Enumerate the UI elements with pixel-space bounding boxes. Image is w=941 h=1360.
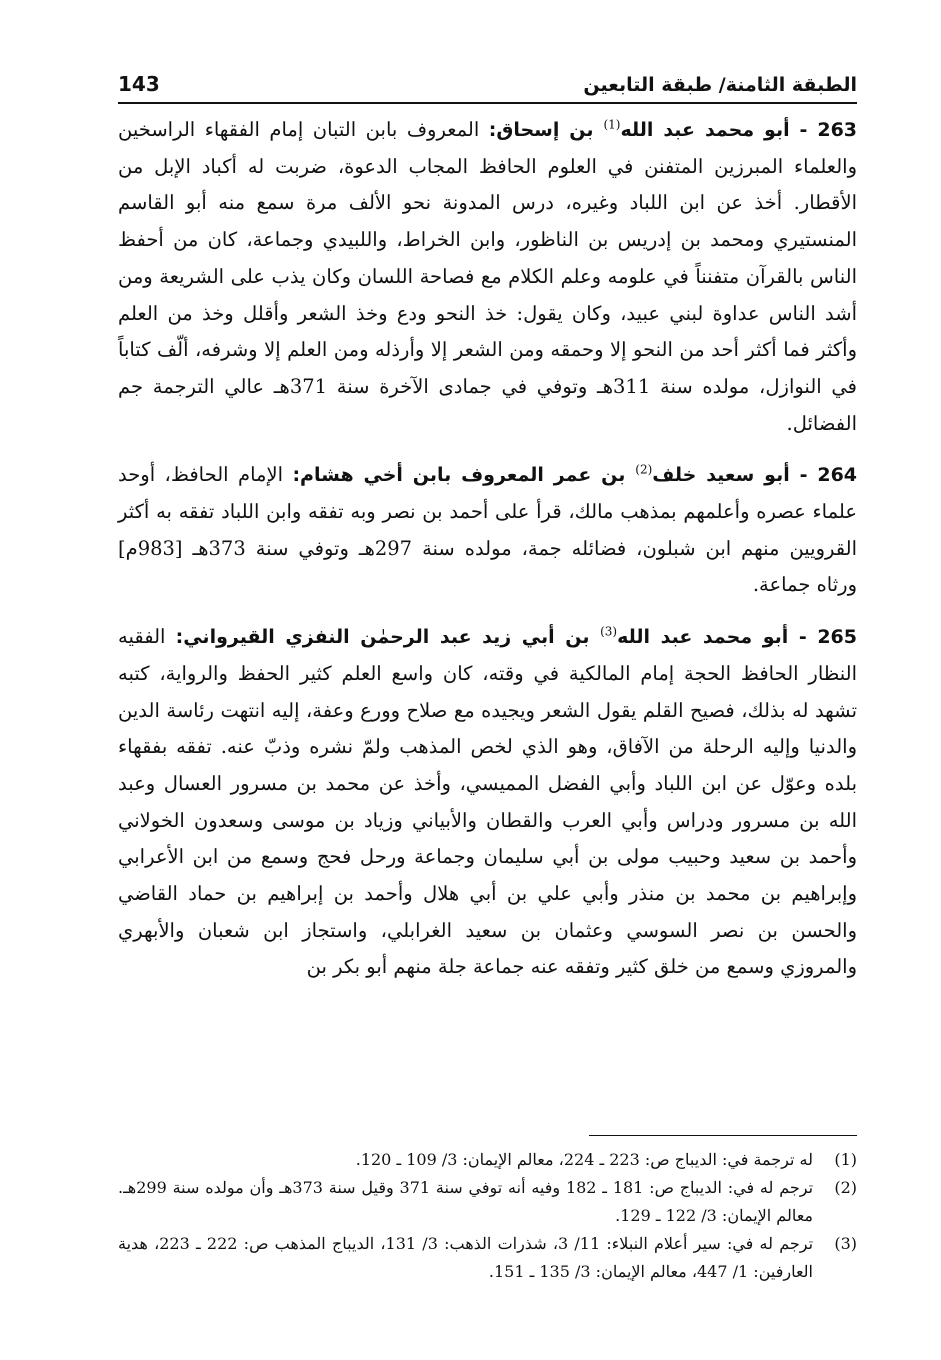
footnotes [118, 1146, 857, 1286]
footnote-marker[interactable]: (3) [600, 624, 618, 639]
page-number: 143 [118, 72, 160, 96]
entry-text: الفقيه النظار الحافظ الحجة إمام المالكية في وقته، كان واسع العلم كثير الحفظ والرواية، كتبه تشهد له بذلك، فصيح القلم يقول الشعر ويجيده مع صلاح وورع وعفة، إليه انتهت رئاسة الدين والدنيا وإليه الرحلة من الآفاق، وهو الذي لخص المذهب ولمّ نشره وذبّ عنه. تفقه بفقهاء بلده وعوّل عن ابن اللباد وأبي الفضل المميسي، وأخذ عن محمد بن مسرور العسال وعبد الله بن مسرور ودراس وأبي العرب والقطان والأبياني وزياد بن موسى وسعدون الخولاني وأحمد بن سعيد وحبيب مولى بن أبي سليمان وجماعة ورحل فحج وسمع من ابن الأعرابي وإبراهيم بن محمد بن منذر وأبي علي بن أبي هلال وأحمد بن إبراهيم بن حماد القاضي والحسن بن نصر السوسي وعثمان بن سعيد الغرابلي، واستجاز ابن شعبان والأبهري والمروزي وسمع من خلق كثير وتفقه عنه جماعة جلة منهم أبو بكر بن [118, 625, 857, 979]
footnote-number: (3) [834, 1234, 857, 1253]
footnote-1 [118, 1146, 857, 1174]
entry-title-rest: بن أبي زيد عبد الرحمٰن النفزي القيرواني: [175, 626, 601, 649]
entry-title: 263 - أبو محمد عبد الله [620, 119, 858, 141]
biography-entry-264 [118, 457, 857, 604]
entry-title-rest: بن عمر المعروف بابن أخي هشام: [292, 464, 636, 487]
biography-entry-265 [118, 619, 857, 986]
footnote-number: (1) [834, 1150, 857, 1169]
entry-text: المعروف بابن التبان إمام الفقهاء الراسخين والعلماء المبرزين المتفنن في العلوم الحافظ المجاب الدعوة، ضربت له أكباد الإبل من الأقطار. أخذ عن ابن اللباد وغيره، درس المدونة نحو الألف مرة سمع منه أبو القاسم المنستيري ومحمد بن إدريس بن الناظور، وابن الخراط، واللبيدي وجماعة، كان من أحفظ الناس بالقرآن متفنناً في علومه وعلم الكلام مع فصاحة اللسان وكان يذب على الشريعة ومن أشد الناس عداوة لبني عبيد، وكان يقول: خذ النحو ودع وخذ الشعر وأقلل وخذ من العلم وأكثر فما أكثر أحد من النحو إلا وحمقه ومن الشعر إلا وأرذله ومن العلم إلا وشرفه، ألّف كتاباً في النوازل، مولده سنة 311هـ وتوفي في جمادى الآخرة سنة 371هـ عالي الترجمة جم الفضائل. [118, 118, 857, 435]
footnote-text: له ترجمة في: الديباج ص: 223 ـ 224، معالم الإيمان: 3/ 109 ـ 120. [355, 1150, 813, 1169]
footnote-number: (2) [834, 1178, 857, 1197]
footnote-3 [118, 1230, 857, 1286]
running-title: الطبقة الثامنة/ طبقة التابعين [583, 74, 857, 96]
page-header [118, 52, 857, 104]
footnote-text: ترجم له في: الديباج ص: 181 ـ 182 وفيه أنه توفي سنة 371 وقيل سنة 373هـ وأن مولده سنة 299هـ. معالم الإيمان: 3/ 122 ـ 129. [118, 1178, 814, 1225]
entry-title-rest: بن إسحاق: [488, 119, 604, 141]
footnote-divider [589, 1135, 857, 1136]
entry-text: الإمام الحافظ، أوحد علماء عصره وأعلمهم بمذهب مالك، قرأ على أحمد بن نصر وبه تفقه وابن اللباد تفقه به أكثر القرويين منهم ابن شبلون، فضائله جمة، مولده سنة 297هـ وتوفي سنة 373هـ [983م] ورثاه جماعة. [118, 463, 858, 597]
footnote-marker[interactable]: (2) [635, 462, 653, 477]
entry-title: 264 - أبو سعيد خلف [652, 464, 858, 487]
entry-title: 265 - أبو محمد عبد الله [617, 626, 857, 649]
footnote-marker[interactable]: (1) [603, 117, 621, 132]
page-body [118, 112, 857, 1001]
footnote-text: ترجم له في: سير أعلام النبلاء: 11/ 3، شذرات الذهب: 3/ 131، الديباج المذهب ص: 222 ـ 223، هدية العارفين: 1/ 447، معالم الإيمان: 3/ 135 ـ 151. [118, 1234, 814, 1281]
footnote-2 [118, 1174, 857, 1230]
biography-entry-263 [118, 112, 857, 442]
